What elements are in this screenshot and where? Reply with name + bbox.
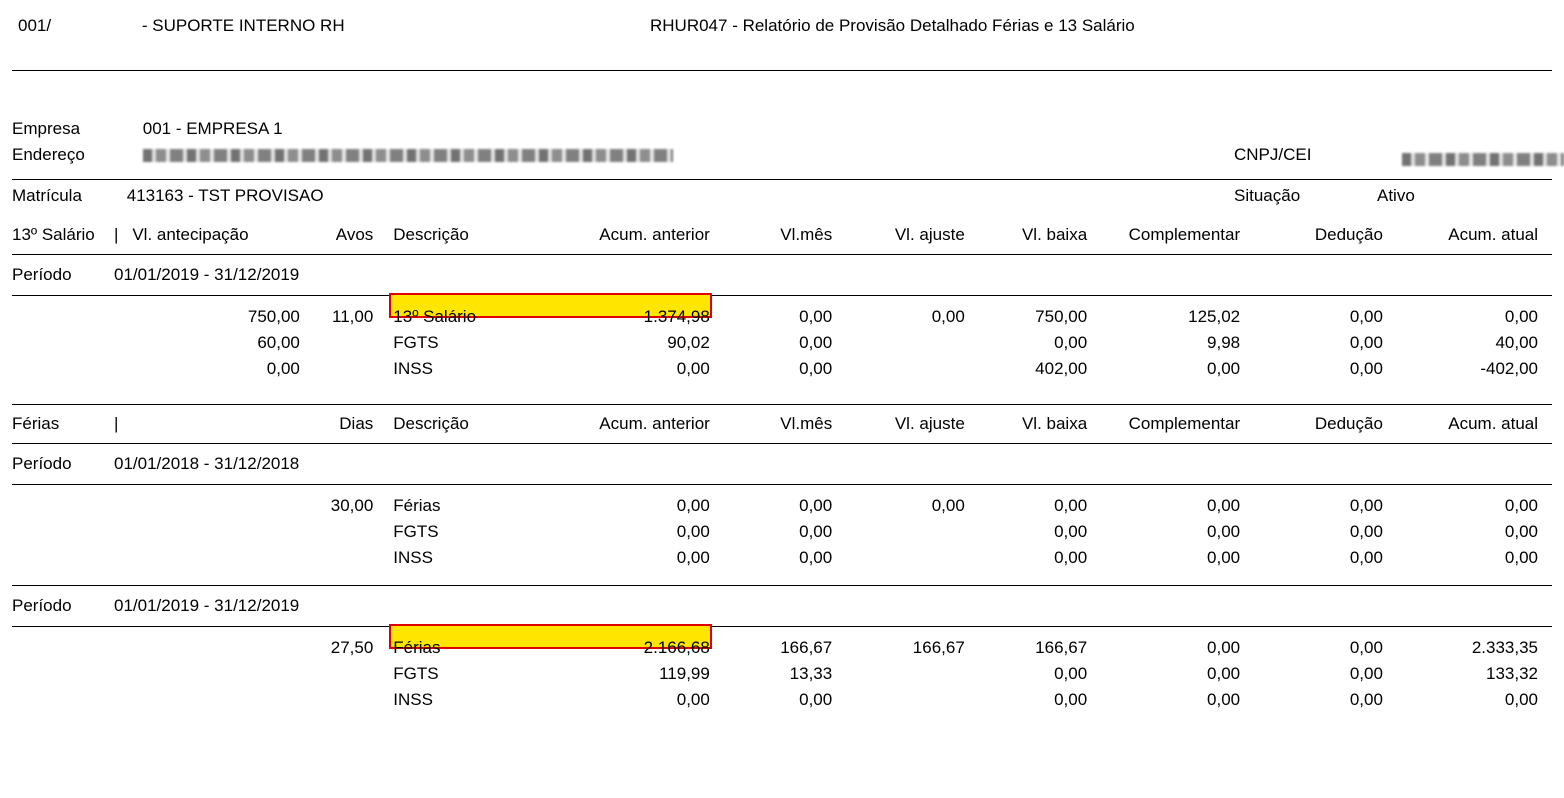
cell-vl-mes: 13,33 — [789, 664, 833, 683]
header-report-title: RHUR047 - Relatório de Provisão Detalhado Férias e 13 Salário — [650, 16, 1135, 35]
endereco-row — [12, 145, 1552, 171]
section-ferias-header-row — [12, 405, 1552, 444]
periodo-row-ferias-1 — [12, 444, 1552, 485]
periodo-row-ferias-2 — [12, 586, 1552, 627]
col-vl-mes-header: Vl.mês — [780, 414, 833, 433]
cell-vl-mes: 0,00 — [799, 496, 833, 515]
col-acum-anterior-header: Acum. anterior — [599, 225, 710, 244]
cell-vl-baixa: 0,00 — [1054, 333, 1088, 352]
empresa-label: Empresa — [12, 119, 81, 138]
cell-deducao: 0,00 — [1349, 664, 1383, 683]
cell-vl-ajuste: 0,00 — [931, 307, 965, 326]
cell-acum-atual: 0,00 — [1504, 548, 1538, 567]
table-row — [12, 356, 1552, 382]
col-vl-mes-header: Vl.mês — [780, 225, 833, 244]
report-header — [0, 0, 1564, 56]
section-ferias-title: Férias — [12, 414, 60, 433]
cell-vl-ajuste — [846, 356, 979, 382]
cell-vl-ajuste — [846, 687, 979, 713]
cell-descricao: INSS — [393, 548, 433, 567]
cell-vl-baixa: 750,00 — [1035, 307, 1088, 326]
table-row — [12, 661, 1552, 687]
header-company-code: 001/ — [18, 16, 52, 35]
cell-complementar: 0,00 — [1207, 638, 1241, 657]
cell-descricao: Férias — [393, 496, 441, 515]
cell-vl-mes: 0,00 — [799, 359, 833, 378]
header-dash: - — [141, 16, 148, 35]
table-row — [12, 485, 1552, 519]
cell-deducao: 0,00 — [1349, 496, 1383, 515]
matricula-value: 413163 - TST PROVISAO — [126, 186, 324, 205]
cell-complementar: 9,98 — [1207, 333, 1241, 352]
cell-vl-baixa: 402,00 — [1035, 359, 1088, 378]
periodo-value: 01/01/2019 - 31/12/2019 — [113, 596, 300, 615]
header-system-title: SUPORTE INTERNO RH — [152, 16, 345, 35]
cell-vl-mes: 0,00 — [799, 522, 833, 541]
matricula-row — [12, 180, 1552, 216]
cell-acum-atual: 0,00 — [1504, 522, 1538, 541]
cell-descricao: INSS — [393, 690, 433, 709]
cell-dias — [314, 661, 387, 687]
cell-vl-baixa: 0,00 — [1054, 548, 1088, 567]
cell-dias — [314, 519, 387, 545]
cell-acum-atual: 0,00 — [1504, 307, 1538, 326]
matricula-label: Matrícula — [12, 186, 82, 205]
cell-complementar: 0,00 — [1207, 359, 1241, 378]
provision-table — [12, 216, 1552, 713]
company-info-block — [0, 119, 1564, 171]
cnpj-label: CNPJ/CEI — [1234, 145, 1312, 164]
col-vl-ajuste-header: Vl. ajuste — [894, 414, 965, 433]
periodo-row-13 — [12, 255, 1552, 296]
cell-acum-anterior: 0,00 — [676, 548, 710, 567]
cell-dias: 27,50 — [330, 638, 374, 657]
cell-avos — [314, 330, 387, 356]
spacer — [12, 382, 1552, 405]
cell-acum-atual: -402,00 — [1480, 359, 1538, 378]
table-row — [12, 296, 1552, 330]
col-descricao-header: Descrição — [393, 225, 469, 244]
situacao-label: Situação — [1234, 186, 1301, 205]
col-vl-baixa-header: Vl. baixa — [1021, 225, 1088, 244]
cell-complementar: 0,00 — [1207, 690, 1241, 709]
header-divider — [12, 70, 1552, 71]
cell-complementar: 0,00 — [1207, 548, 1241, 567]
cell-vl-mes: 0,00 — [799, 690, 833, 709]
matricula-block — [0, 180, 1564, 216]
cell-descricao: FGTS — [393, 664, 439, 683]
cell-acum-anterior: 0,00 — [676, 522, 710, 541]
col-antecipacao-header: Vl. antecipação — [132, 225, 249, 244]
table-row — [12, 545, 1552, 571]
cell-acum-anterior: 0,00 — [676, 496, 710, 515]
col-acum-atual-header: Acum. atual — [1448, 225, 1538, 244]
section-ferias-pipe: | — [113, 414, 119, 433]
cell-vl-ajuste — [846, 330, 979, 356]
table-row — [12, 330, 1552, 356]
col-complementar-header: Complementar — [1128, 414, 1241, 433]
cell-complementar: 125,02 — [1188, 307, 1241, 326]
cell-deducao: 0,00 — [1349, 638, 1383, 657]
col-acum-anterior-header: Acum. anterior — [599, 414, 710, 433]
cell-vl-ajuste — [846, 519, 979, 545]
col-vl-ajuste-header: Vl. ajuste — [894, 225, 965, 244]
cell-dias — [314, 545, 387, 571]
cell-vl-ajuste — [846, 545, 979, 571]
cell-acum-atual: 0,00 — [1504, 496, 1538, 515]
cell-antecipacao: 750,00 — [247, 307, 300, 326]
cell-descricao: Férias — [387, 627, 560, 661]
cell-acum-atual: 2.333,35 — [1471, 638, 1538, 657]
cell-acum-anterior: 119,99 — [659, 664, 710, 683]
cell-vl-mes: 0,00 — [799, 307, 833, 326]
col-avos-header: Avos — [335, 225, 374, 244]
col-deducao-header: Dedução — [1314, 414, 1383, 433]
cell-deducao: 0,00 — [1349, 522, 1383, 541]
col-dias-header: Dias — [339, 414, 374, 433]
section-13-pipe: | — [113, 225, 119, 244]
cell-acum-atual: 133,32 — [1486, 664, 1538, 683]
cell-acum-atual: 40,00 — [1495, 333, 1538, 352]
cell-descricao: FGTS — [393, 522, 439, 541]
cell-deducao: 0,00 — [1349, 307, 1383, 326]
cell-complementar: 0,00 — [1207, 496, 1241, 515]
table-row — [12, 519, 1552, 545]
cell-acum-anterior: 1.374,98 — [561, 296, 724, 330]
cell-descricao: 13º Salário — [387, 296, 560, 330]
cell-deducao: 0,00 — [1349, 333, 1383, 352]
cell-vl-baixa: 0,00 — [1054, 690, 1088, 709]
cell-antecipacao: 60,00 — [257, 333, 300, 352]
cell-vl-mes: 0,00 — [799, 548, 833, 567]
cell-vl-ajuste: 166,67 — [912, 638, 965, 657]
cell-avos — [314, 356, 387, 382]
endereco-value-redacted — [143, 149, 673, 162]
cell-vl-ajuste: 0,00 — [931, 496, 965, 515]
cell-antecipacao: 0,00 — [266, 359, 300, 378]
cell-deducao: 0,00 — [1349, 359, 1383, 378]
col-vl-baixa-header: Vl. baixa — [1021, 414, 1088, 433]
cell-vl-baixa: 0,00 — [1054, 664, 1088, 683]
periodo-value: 01/01/2019 - 31/12/2019 — [113, 265, 300, 284]
cell-vl-baixa: 0,00 — [1054, 522, 1088, 541]
cell-acum-anterior: 2.166,68 — [561, 627, 724, 661]
situacao-value: Ativo — [1377, 186, 1415, 205]
cell-complementar: 0,00 — [1207, 522, 1241, 541]
cell-acum-atual: 0,00 — [1504, 690, 1538, 709]
cell-dias: 30,00 — [330, 496, 374, 515]
header-left-group — [18, 16, 345, 36]
cell-vl-baixa: 0,00 — [1054, 496, 1088, 515]
cell-descricao: FGTS — [393, 333, 439, 352]
cell-dias — [314, 687, 387, 713]
col-acum-atual-header: Acum. atual — [1448, 414, 1538, 433]
cnpj-value-redacted — [1402, 153, 1564, 166]
table-row — [12, 687, 1552, 713]
cell-acum-anterior: 90,02 — [667, 333, 710, 352]
col-complementar-header: Complementar — [1128, 225, 1241, 244]
cell-acum-anterior: 0,00 — [676, 359, 710, 378]
cell-acum-anterior: 0,00 — [676, 690, 710, 709]
empresa-value: 001 - EMPRESA 1 — [142, 119, 283, 138]
endereco-label: Endereço — [12, 145, 85, 164]
col-deducao-header: Dedução — [1314, 225, 1383, 244]
section-13-title: 13º Salário — [12, 225, 95, 244]
cell-complementar: 0,00 — [1207, 664, 1241, 683]
col-descricao-header: Descrição — [393, 414, 469, 433]
cell-deducao: 0,00 — [1349, 548, 1383, 567]
empresa-row — [12, 119, 1552, 145]
spacer — [12, 571, 1552, 586]
periodo-label: Período — [12, 454, 72, 473]
cell-vl-mes: 0,00 — [799, 333, 833, 352]
cell-deducao: 0,00 — [1349, 690, 1383, 709]
cell-avos: 11,00 — [332, 307, 374, 326]
periodo-value: 01/01/2018 - 31/12/2018 — [113, 454, 300, 473]
cell-vl-baixa: 166,67 — [1035, 638, 1088, 657]
cell-descricao: INSS — [393, 359, 433, 378]
periodo-label: Período — [12, 265, 72, 284]
table-row — [12, 627, 1552, 661]
section-13-header-row — [12, 216, 1552, 255]
cell-vl-ajuste — [846, 661, 979, 687]
periodo-label: Período — [12, 596, 72, 615]
cell-vl-mes: 166,67 — [780, 638, 833, 657]
